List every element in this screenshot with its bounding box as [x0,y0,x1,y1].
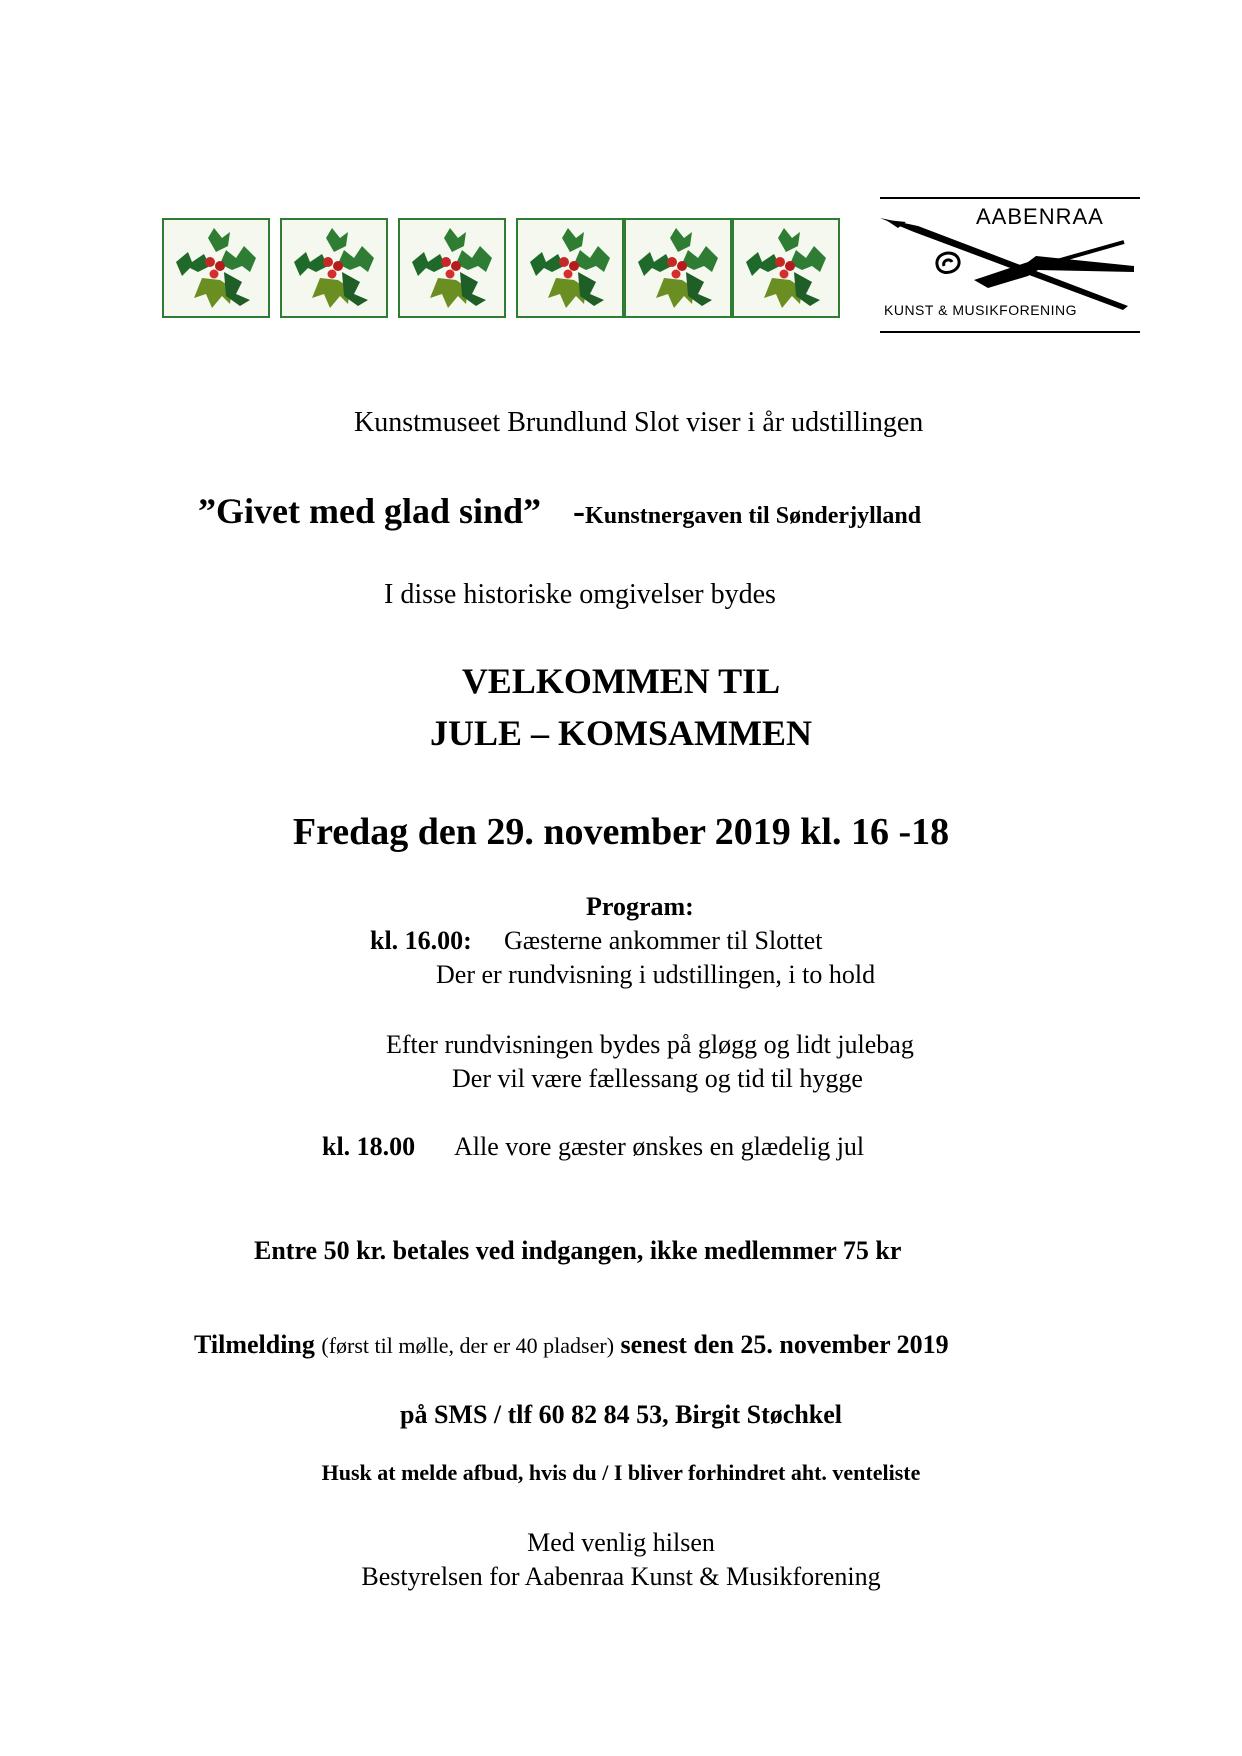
program-time-3: kl. 18.00 [322,1132,416,1161]
welcome-heading-line1: VELKOMMEN TIL [461,661,781,701]
invite-line: I disse historiske omgivelser bydes [384,579,776,610]
entry-price: Entre 50 kr. betales ved indgangen, ikke medlemmer 75 kr [254,1236,902,1265]
holly-icon [516,218,624,318]
program-text-1b: Der er rundvisning i udstillingen, i to hold [436,960,876,989]
program-text-2b: Der vil være fællessang og tid til hygge [452,1064,863,1093]
intro-text: Kunstmuseet Brundlund Slot viser i år udstillingen [354,407,924,438]
logo-subtitle: KUNST & MUSIKFORENING [884,302,1078,318]
program-time-1: kl. 16.00: [370,926,472,955]
closing-signature: Bestyrelsen for Aabenraa Kunst & Musikforening [361,1562,881,1591]
event-date: Fredag den 29. november 2019 kl. 16 -18 [292,811,950,853]
signup-label: Tilmelding [194,1330,315,1359]
holly-icon [624,218,732,318]
exhibition-title-line [198,490,921,532]
exhibition-title: ”Givet med glad sind” [198,491,542,531]
signup-line [194,1330,949,1360]
cancel-reminder: Husk at melde afbud, hvis du / I bliver forhindret aht. venteliste [321,1460,921,1485]
program-label: Program: [586,892,694,921]
holly-icon [280,218,388,318]
holly-icon [162,218,270,318]
holly-icon [398,218,506,318]
contact-line: på SMS / tlf 60 82 84 53, Birgit Støchkel [399,1400,842,1429]
program-text-2: Efter rundvisningen bydes på gløgg og lidt julebag [386,1030,914,1059]
program-text-3: Alle vore gæster ønskes en glædelig jul [454,1132,865,1161]
signup-deadline: senest den 25. november 2019 [620,1330,949,1359]
logo-name: AABENRAA [976,204,1104,229]
program-text-1: Gæsterne ankommer til Slottet [504,926,823,955]
holly-icon [732,218,840,318]
welcome-heading-line2: JULE – KOMSAMMEN [430,713,812,753]
exhibition-dash: - [573,491,586,531]
signup-note: (først til mølle, der er 40 pladser) [321,1333,615,1358]
exhibition-subtitle: Kunstnergaven til Sønderjylland [585,503,922,529]
closing-greeting: Med venlig hilsen [527,1528,715,1557]
aabenraa-logo [878,196,1142,334]
